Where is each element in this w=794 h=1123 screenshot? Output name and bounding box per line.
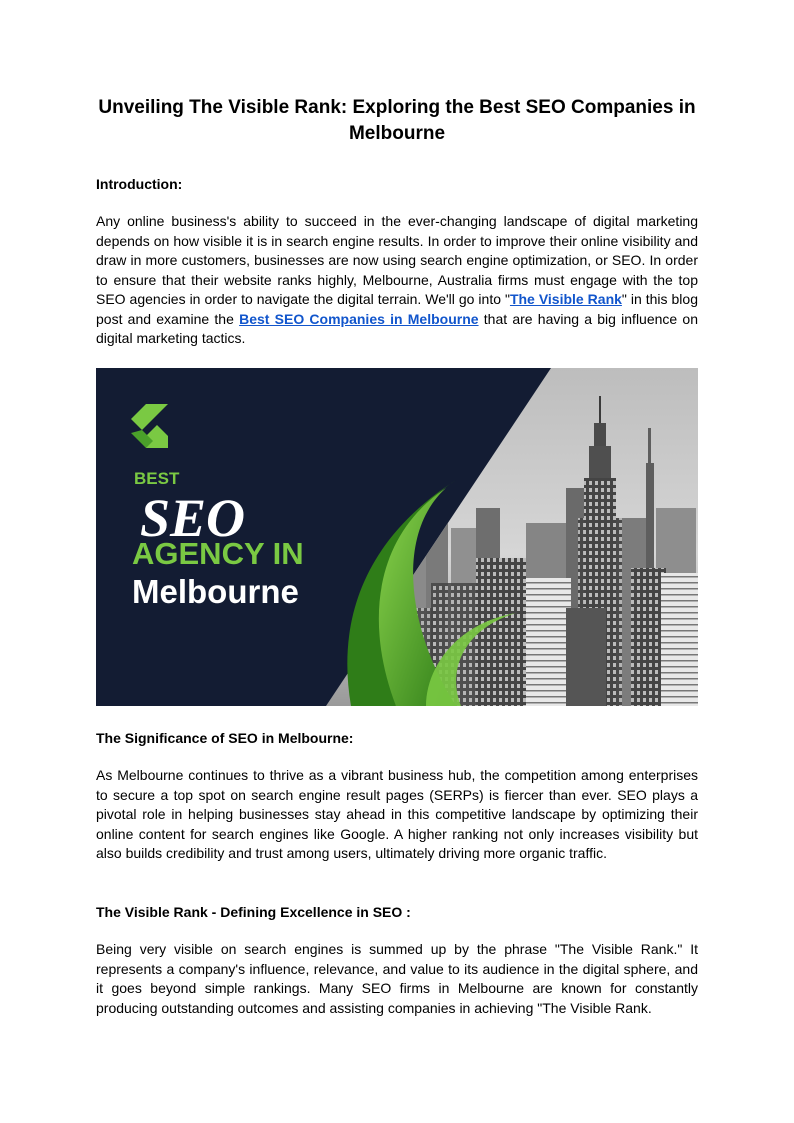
banner-seo-text: SEO [140,488,246,548]
section-significance-heading: The Significance of SEO in Melbourne: [96,730,354,746]
banner-agency-text: AGENCY IN [132,536,304,571]
banner-graphic [96,368,698,706]
section-visible-rank-paragraph: Being very visible on search engines is summed up by the phrase "The Visible Rank." It represents a company's influence, relevance, and value to its audience in the digital sphere, and it goes beyond simple rankings. Many SEO firms in Melbourne are known for constantly producing outstanding outcomes and assisting companies in achieving "The Visible Rank. [96,941,698,1016]
banner-best-text: BEST [134,469,180,488]
intro-heading: Introduction: [96,176,183,192]
intro-text-2: " in this blog post and examine the [96,291,698,327]
intro-text-3: that are having a big influence on digital marketing tactics. [96,310,698,346]
page-title: Unveiling The Visible Rank: Exploring the Best SEO Companies in Melbourne [98,97,696,144]
banner-melbourne-text: Melbourne [132,573,299,610]
best-seo-companies-link[interactable]: Best SEO Companies in Melbourne [239,310,479,327]
section-significance-paragraph: As Melbourne continues to thrive as a vibrant business hub, the competition among enterprises to secure a top spot on search engine result pages (SERPs) is fiercer than ever. SEO plays a pivotal role in helping businesses stay ahead in this competitive landscape by optimizing their online content for search engines like Google. A higher ranking not only increases visibility but also builds credibility and trust among users, ultimately driving more organic traffic. [96,767,698,861]
intro-paragraph [96,212,698,349]
the-visible-rank-link[interactable]: The Visible Rank [509,291,622,307]
intro-text-1: Any online business's ability to succeed in the ever-changing landscape of digital marketing depends on how visible it is in search engine results. In order to improve their online visibility and draw in more customers, businesses are now using search engine optimization, or SEO. In order to ensure that their website ranks highly, Melbourne, Australia firms must engage with the top SEO agencies in order to navigate the digital terrain. We'll go into " [96,213,698,307]
section-visible-rank-heading: The Visible Rank - Defining Excellence in SEO : [96,904,411,920]
seo-agency-banner [96,368,698,706]
